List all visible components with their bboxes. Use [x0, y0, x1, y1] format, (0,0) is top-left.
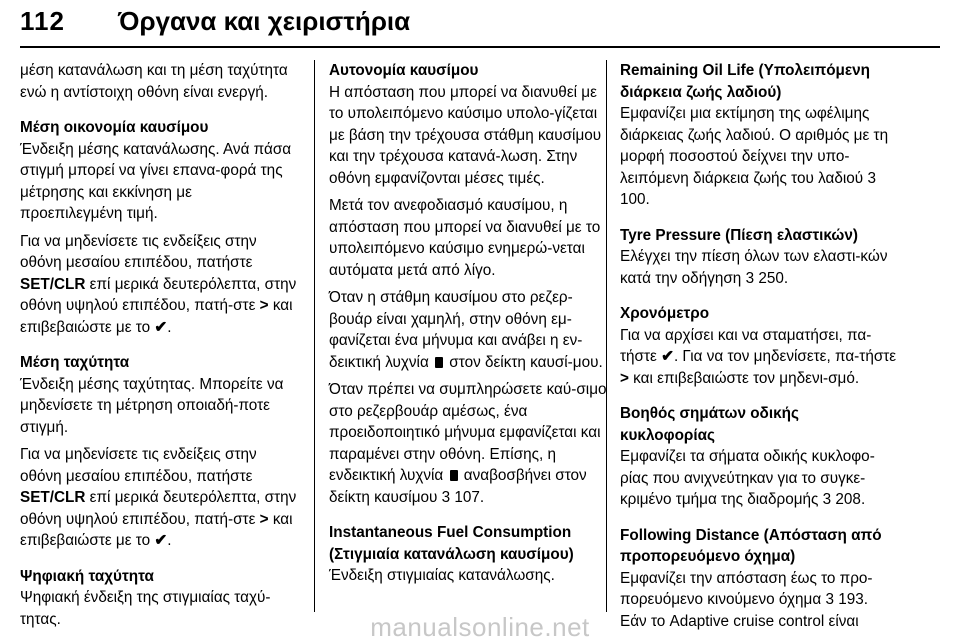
- timer-heading: Χρονόμετρο: [620, 305, 710, 322]
- digital-speed-heading: Ψηφιακή ταχύτητα: [20, 567, 154, 585]
- refill-pre: Όταν πρέπει να συμπληρώσετε καύ-σιμο στο ρεζερβουάρ αμέσως, ένα προειδοποιητικό μήνυμα εμφανίζεται και παραμένει στην οθόνη. Επίσης, η ενδεικτική λυχνία: [329, 381, 607, 484]
- page-reference[interactable]: 3 100: [620, 169, 876, 208]
- reset1-pre: Για να μηδενίσετε τις ενδείξεις στην οθόνη μεσαίου επιπέδου, πατήστε: [20, 232, 257, 271]
- page-reference[interactable]: 3 193: [825, 591, 864, 608]
- tyre-pressure-heading: Tyre Pressure (Πίεση ελαστικών): [620, 226, 858, 244]
- avg-economy-heading: Μέση οικονομία καυσίμου: [20, 119, 209, 136]
- reset2-end: .: [167, 532, 172, 549]
- sign-text: Εμφανίζει τα σήματα οδικής κυκλοφο-ρίας που ανιχνεύτηκαν για το συγκε-κριμένο τμήμα της διαδρομής: [620, 448, 875, 508]
- acc-text: Εάν το Adaptive cruise control είναι: [620, 612, 859, 630]
- tyre-end: .: [783, 269, 789, 287]
- oil-life-heading: Remaining Oil Life (Υπολειπόμενη διάρκεια ζωής λαδιού): [620, 62, 871, 101]
- timer-pre: Για να αρχίσει και να σταματήσει, πα-τήστε: [620, 326, 872, 365]
- avg-speed-text: Ένδειξη μέσης ταχύτητας. Μπορείτε να μηδενίσετε τη μέτρηση οποιαδή-ποτε στιγμή.: [20, 375, 284, 436]
- avg-economy-text: Ένδειξη μέσης κατανάλωσης. Ανά πάσα στιγμή μπορεί να γίνει επανα-φορά της μέτρησης και εκκίνηση με προεπιλεγμένη τιμή.: [20, 140, 292, 222]
- fuel-pump-icon: [450, 470, 458, 481]
- refill-warning-text: [329, 379, 607, 508]
- digital-speed-text: Ψηφιακή ένδειξη της στιγμιαίας ταχύ-τητας.: [20, 589, 271, 628]
- oil-end: .: [645, 191, 650, 208]
- avg-speed-heading: Μέση ταχύτητα: [20, 354, 130, 371]
- page-header: [20, 0, 940, 44]
- column-2: [329, 60, 607, 587]
- header-divider: [20, 46, 940, 48]
- column-divider-1: [314, 60, 315, 612]
- page-reference[interactable]: 3 107: [441, 488, 480, 506]
- instant-consumption-text: Ένδειξη στιγμιαίας κατανάλωσης.: [329, 567, 555, 584]
- sign-assist-heading: Βοηθός σημάτων οδικής κυκλοφορίας: [620, 405, 799, 444]
- set-clr-key: SET/CLR: [20, 489, 86, 506]
- oil-life-text: [620, 103, 898, 211]
- intro-paragraph: μέση κατανάλωση και τη μέση ταχύτητα ενώ η αντίστοιχη οθόνη είναι ενεργή.: [20, 62, 288, 101]
- reset-instructions-2: [20, 444, 298, 552]
- reset2-pre: Για να μηδενίσετε τις ενδείξεις στην οθόνη μεσαίου επιπέδου, πατήστε: [20, 446, 257, 485]
- follow-text: Εμφανίζει την απόσταση έως το προ-πορευόμενο κινούμενο όχημα: [620, 569, 873, 608]
- reset1-post: και επιβεβαιώστε με το: [20, 297, 293, 336]
- low-fuel-text: [329, 287, 607, 373]
- low-fuel-post: στον δείκτη καυσί-μου.: [445, 353, 603, 371]
- following-distance-text: [620, 568, 898, 611]
- arrow-right-icon: >: [259, 297, 269, 314]
- follow-end: .: [863, 591, 868, 608]
- watermark: manualsonline.net: [370, 612, 590, 642]
- reset-instructions-1: [20, 231, 298, 339]
- arrow-right-icon: >: [620, 369, 629, 387]
- instant-consumption-heading: Instantaneous Fuel Consumption (Στιγμιαία κατανάλωση καυσίμου): [329, 524, 574, 563]
- sign-end: .: [860, 491, 866, 508]
- page-reference[interactable]: 3 250: [745, 269, 784, 287]
- refuel-text: Μετά τον ανεφοδιασμό καυσίμου, η απόσταση που μπορεί να διανυθεί με το υπολειπόμενο καύσιμο ενημερώ-νεται αυτόματα μετά από λίγο.: [329, 197, 601, 279]
- page-title: Όργανα και χειριστήρια: [118, 6, 411, 36]
- tyre-text: Ελέγχει την πίεση όλων των ελαστι-κών κατά την οδήγηση: [620, 248, 888, 287]
- reset1-mid: επί μερικά δευτερόλεπτα, στην οθόνη υψηλού επιπέδου, πατή-στε: [20, 275, 297, 314]
- checkmark-icon: ✔: [154, 318, 168, 336]
- low-fuel-pre: Όταν η στάθμη καυσίμου στο ρεζερ-βουάρ είναι χαμηλή, στην οθόνη εμ-φανίζεται ένα μήνυμα και ανάβει η εν-δεικτική λυχνία: [329, 289, 583, 371]
- timer-post: και επιβεβαιώστε τον μηδενι-σμό.: [628, 369, 860, 387]
- range-heading: Αυτονομία καυσίμου: [329, 62, 479, 79]
- checkmark-icon: ✔: [661, 348, 674, 365]
- reset1-end: .: [167, 318, 172, 336]
- timer-text: [620, 325, 898, 390]
- oil-text: Εμφανίζει μια εκτίμηση της ωφέλιμης διάρκειας ζωής λαδιού. Ο αριθμός με τη μορφή ποσοστού δείχνει την υπο-λειπόμενη διάρκεια ζωής του λαδιού: [620, 105, 889, 187]
- reset2-post: και επιβεβαιώστε με το: [20, 510, 293, 549]
- page-reference[interactable]: 3 208: [822, 491, 861, 508]
- timer-mid: . Για να τον μηδενίσετε, πα-τήστε: [673, 348, 897, 365]
- arrow-right-icon: >: [259, 510, 269, 528]
- column-1: [20, 60, 298, 630]
- page-number: 112: [20, 6, 65, 36]
- refill-mid: αναβοσβήνει στον δείκτη καυσίμου: [329, 467, 587, 506]
- following-distance-heading: Following Distance (Απόσταση από προπορευόμενο όχημα): [620, 526, 882, 565]
- reset2-mid: επί μερικά δευτερόλεπτα, στην οθόνη υψηλού επιπέδου, πατή-στε: [20, 489, 297, 528]
- sign-assist-text: [620, 446, 898, 511]
- fuel-pump-icon: [435, 357, 443, 368]
- refill-end: .: [479, 488, 485, 506]
- tyre-pressure-text: [620, 246, 898, 289]
- column-3: [620, 60, 898, 632]
- set-clr-key: SET/CLR: [20, 275, 86, 293]
- checkmark-icon: ✔: [154, 532, 168, 549]
- range-text: Η απόσταση που μπορεί να διανυθεί με το υπολειπόμενο καύσιμο υπολο-γίζεται με βάση την τρέχουσα στάθμη καυσίμου και την τρέχουσα κατανά-λωση. Στην οθόνη εμφανίζονται μέσες τιμές.: [329, 83, 602, 187]
